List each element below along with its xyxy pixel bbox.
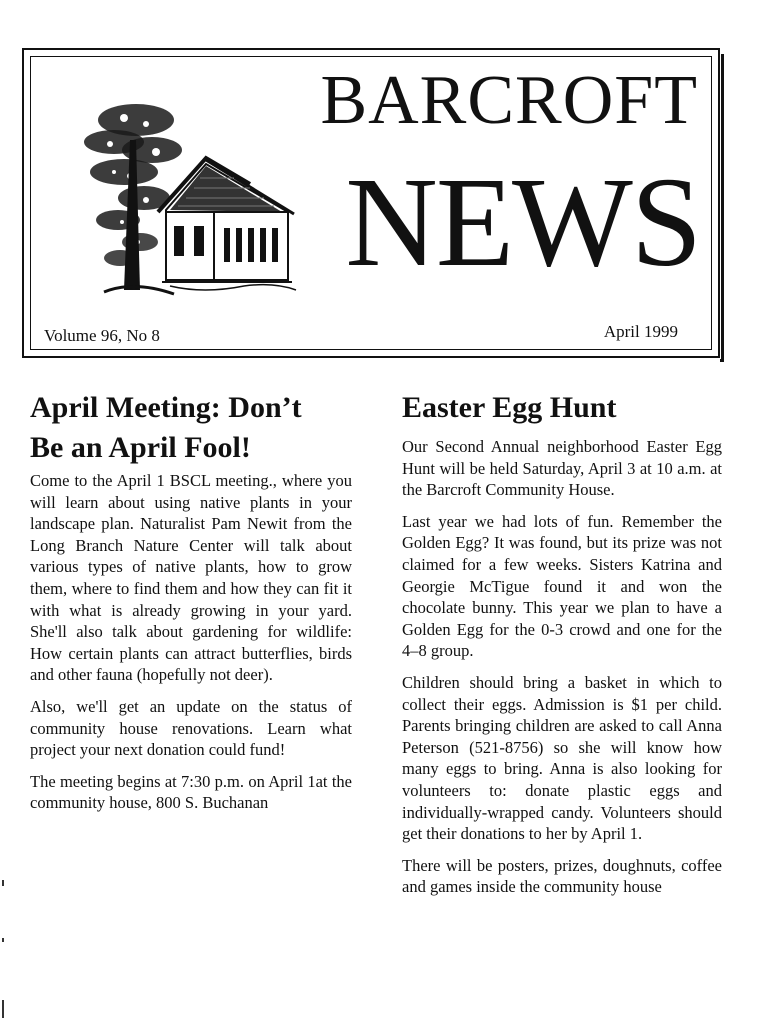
article-paragraph: Come to the April 1 BSCL meeting., where you will learn about using native plants in your landscape plan. Naturalist Pam Newit from the Long Branch Nature Center will talk about various types of native plants, how to grow them, where to find them and how they can fit it with what is already growing in your yard. She'll also talk about gardening for wildlife: How certain plants can attract butterflies, birds and other fauna (hopefully not deer). [30,471,352,685]
scan-mark [2,880,4,886]
issue-date: April 1999 [603,322,678,341]
schoolhouse-tree-logo [74,80,304,310]
article-easter-egg-hunt [402,388,722,908]
scan-mark [2,1000,4,1018]
masthead [22,48,720,358]
masthead-title-top: BARCROFT [320,62,698,139]
article-paragraph: The meeting begins at 7:30 p.m. on April 1at the community house, 800 S. Buchanan [30,771,352,813]
masthead-title-main: NEWS [345,151,700,293]
article-paragraph: Also, we'll get an update on the status of community house renovations. Learn what project your next donation could fund! [30,696,352,760]
article-paragraph: Our Second Annual neighborhood Easter Egg Hunt will be held Saturday, April 3 at 10 a.m. at the Barcroft Community House. [402,437,722,500]
article-april-meeting [30,388,352,824]
article-headline [30,388,352,468]
scan-mark [2,938,4,942]
headline-line-2: Be an April Fool! [30,431,251,464]
article-paragraph: There will be posters, prizes, doughnuts, coffee and games inside the community house [402,855,722,897]
article-paragraph: Last year we had lots of fun. Remember the Golden Egg? It was found, but its prize was not claimed for a few weeks. Sisters Katrina and Georgie McTigue found it and won the chocolate bunny. This year we plan to have a Golden Egg for the 0-3 crowd and one for the 4–8 group. [402,511,722,661]
issue-volume: Volume 96, No 8 [44,326,160,345]
article-paragraph: Children should bring a basket in which to collect their eggs. Admission is $1 per child. Parents bringing children are asked to call Anna Peterson (521-8756) so she will know how many eggs to bring. Anna is also looking for volunteers to: donate plastic eggs and individually-wrapped candy. Volunteers should get their donations to her by April 1. [402,672,722,844]
article-headline: Easter Egg Hunt [402,391,617,424]
headline-line-1: April Meeting: Don’t [30,391,302,424]
